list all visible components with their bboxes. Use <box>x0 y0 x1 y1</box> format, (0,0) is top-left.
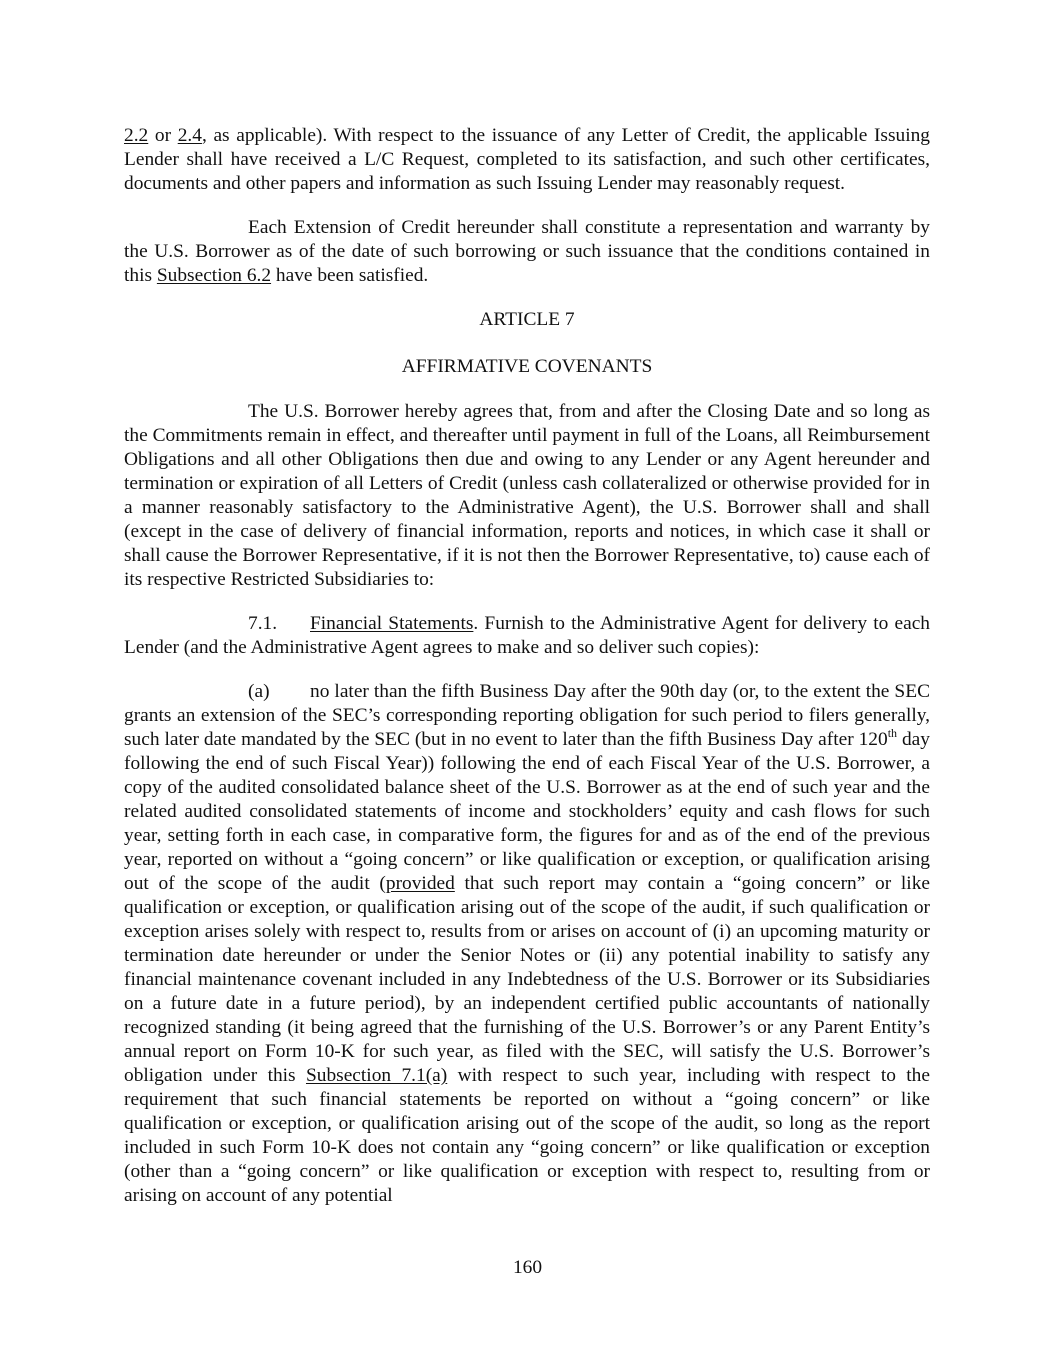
section-title: Financial Statements <box>310 613 474 634</box>
paragraph-extension-text-2: have been satisfied. <box>271 265 429 286</box>
section-reference-2-4: 2.4 <box>177 125 202 146</box>
subsection-reference-7-1-a: Subsection 7.1(a) <box>305 1065 448 1086</box>
paragraph-continuation-text: , as applicable). With respect to the issuance of any Letter of Credit, the applicable Issuing Lender shall have received a L/C Request, completed to its satisfaction, and such other certificates, documents and other papers and information as such Issuing Lender may reasonably request. <box>124 125 930 194</box>
page-number: 160 <box>512 1257 543 1278</box>
document-page <box>124 124 930 1208</box>
article-title: AFFIRMATIVE COVENANTS <box>401 356 653 377</box>
clause-a <box>124 680 930 1208</box>
paragraph-extension-of-credit <box>124 216 930 288</box>
subsection-reference-6-2: Subsection 6.2 <box>156 265 272 286</box>
clause-a-text-2: day following the end of such Fiscal Year)) following the end of each Fiscal Year of the U.S. Borrower, a copy of the audited consolidated balance sheet of the U.S. Borrower as at the end of such year and the related audited consolidated statements of income and stockholders’ equity and cash flows for such year, setting forth in each case, in comparative form, the figures for and as of the end of the previous year, reported on without a “going concern” or like qualification or exception, or qualification arising out of the scope of the audit ( <box>124 729 930 894</box>
article-number: ARTICLE 7 <box>479 309 575 330</box>
text-or: or <box>148 125 178 146</box>
ordinal-superscript: th <box>887 726 898 740</box>
clause-a-text-3: that such report may contain a “going concern” or like qualification or exception, or qualification arising out of the scope of the audit, if such qualification or exception arises solely with respect to, results from or arises on account of (i) an upcoming maturity or termination date hereunder or under the Senior Notes or (ii) any potential inability to satisfy any financial maintenance covenant included in any Indebtedness of the U.S. Borrower or its Subsidiaries on a future date in a future period), by an independent certified public accountants of nationally recognized standing (it being agreed that the furnishing of the U.S. Borrower’s or any Parent Entity’s annual report on Form 10-K for such year, as filed with the SEC, will satisfy the U.S. Borrower’s obligation under this <box>124 873 930 1086</box>
clause-label: (a) <box>248 681 270 702</box>
section-reference-2-2: 2.2 <box>124 125 149 146</box>
provided-term: provided <box>385 873 455 894</box>
section-7-1 <box>124 612 930 660</box>
section-number: 7.1. <box>248 613 278 634</box>
paragraph-continuation <box>124 124 930 196</box>
clause-a-text-4: with respect to such year, including with respect to the requirement that such financial statements be reported on without a “going concern” or like qualification or exception, or qualification arising out of the scope of the audit, so long as the report included in such Form 10-K does not contain any “going concern” or like qualification or exception (other than a “going concern” or like qualification or exception with respect to, resulting from or arising on account of any potential <box>124 1065 930 1206</box>
paragraph-extension-text-1: Each Extension of Credit hereunder shall constitute a representation and warranty by the U.S. Borrower as of the date of such borrowing or such issuance that the conditions contained in this <box>124 217 930 286</box>
section-7-1-text: . Furnish to the Administrative Agent for delivery to each Lender (and the Administrative Agent agrees to make and so deliver such copies): <box>124 613 930 658</box>
clause-a-text-1: no later than the fifth Business Day after the 90th day (or, to the extent the SEC grants an extension of the SEC’s corresponding reporting obligation for such period to filers generally, such later date mandated by the SEC (but in no event to later than the fifth Business Day after 120 <box>124 681 930 750</box>
paragraph-covenant-intro: The U.S. Borrower hereby agrees that, from and after the Closing Date and so long as the Commitments remain in effect, and thereafter until payment in full of the Loans, all Reimbursement Obligations and all other Obligations then due and owing to any Lender or any Agent hereunder and termination or expiration of all Letters of Credit (unless cash collateralized or otherwise provided for in a manner reasonably satisfactory to the Administrative Agent), the U.S. Borrower shall and shall (except in the case of delivery of financial information, reports and notices, in which case it shall or shall cause the Borrower Representative, if it is not then the Borrower Representative, to) cause each of its respective Restricted Subsidiaries to: <box>124 401 930 590</box>
